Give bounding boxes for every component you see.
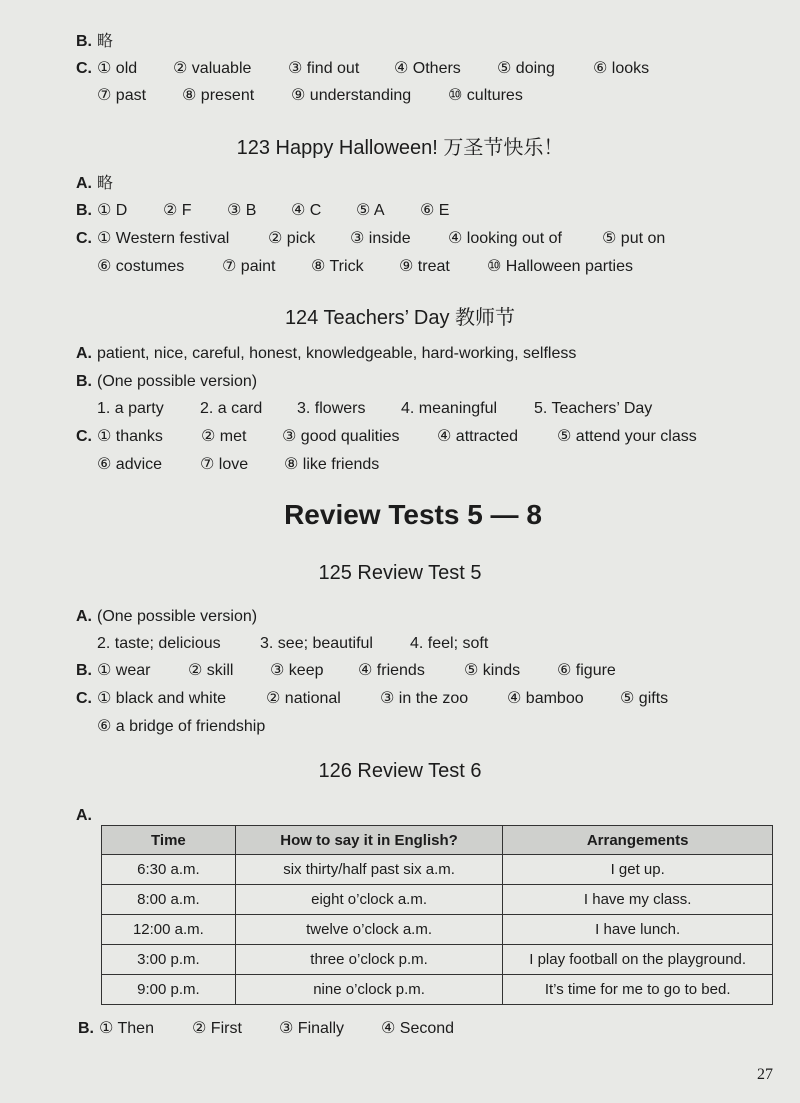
table-row — [102, 945, 773, 975]
answer-item: ④ bamboo — [507, 690, 584, 707]
table-row — [102, 915, 773, 945]
answer-item: 2. taste; delicious — [97, 635, 221, 652]
s126-b-label: B. — [78, 1020, 94, 1037]
answer-item: 2. a card — [200, 400, 263, 417]
answer-item: ⑥ costumes — [97, 258, 185, 275]
table-cell: eight o’clock a.m. — [235, 885, 503, 915]
section-123-title: 123 Happy Halloween! 万圣节快乐！ — [236, 137, 564, 159]
answer-item: ⑧ like friends — [284, 456, 380, 473]
answer-item: ⑥ E — [420, 202, 450, 219]
s124-a-text: patient, nice, careful, honest, knowledgeable, hard-working, selfless — [97, 345, 577, 362]
answer-item: ③ keep — [270, 662, 324, 679]
table-cell: It’s time for me to go to bed. — [503, 975, 773, 1005]
answer-item: ② skill — [188, 662, 234, 679]
table-cell: 8:00 a.m. — [102, 885, 236, 915]
answer-item: ⑧ present — [182, 87, 255, 104]
table-cell: nine o’clock p.m. — [235, 975, 503, 1005]
s123-b-label: B. — [76, 202, 92, 219]
answer-item: ② valuable — [173, 60, 252, 77]
answer-item: ⑥ a bridge of friendship — [97, 718, 266, 735]
answer-item: ⑨ treat — [399, 258, 450, 275]
s125-a-label: A. — [76, 608, 92, 625]
prev-c-label: C. — [76, 60, 92, 77]
section-125-title: 125 Review Test 5 — [318, 562, 482, 584]
answer-item: ⑩ Halloween parties — [487, 258, 633, 275]
answer-item: ③ in the zoo — [380, 690, 469, 707]
answer-item: ⑨ understanding — [291, 87, 412, 104]
answer-item: ② pick — [268, 230, 316, 247]
prev-b-label: B. — [76, 33, 92, 50]
s124-b-label: B. — [76, 373, 92, 390]
table-cell: I play football on the playground. — [503, 945, 773, 975]
s123-c-label: C. — [76, 230, 92, 247]
answer-item: ④ C — [291, 202, 322, 219]
answer-item: ⑥ figure — [557, 662, 616, 679]
s123-a-label: A. — [76, 175, 92, 192]
answer-item: 4. meaningful — [401, 400, 498, 417]
answer-item: ③ B — [227, 202, 257, 219]
answer-item: ① D — [97, 202, 128, 219]
s124-c-label: C. — [76, 428, 92, 445]
answer-item: ② F — [163, 202, 192, 219]
answer-item: ④ friends — [358, 662, 425, 679]
answer-item: ⑥ looks — [593, 60, 650, 77]
answer-item: ⑧ Trick — [311, 258, 364, 275]
table-cell: twelve o’clock a.m. — [235, 915, 503, 945]
answer-item: ⑤ attend your class — [557, 428, 697, 445]
table-row — [102, 975, 773, 1005]
table-cell: 6:30 a.m. — [102, 855, 236, 885]
table-cell: three o’clock p.m. — [235, 945, 503, 975]
answer-item: ① black and white — [97, 690, 227, 707]
answer-item: ④ Others — [394, 60, 461, 77]
table-cell: I get up. — [503, 855, 773, 885]
answer-item: ⑦ paint — [222, 258, 276, 275]
page-number: 27 — [757, 1066, 773, 1083]
answer-item: ① Then — [99, 1020, 154, 1037]
s123-a-text: 略 — [97, 175, 114, 192]
answer-item: ⑥ advice — [97, 456, 163, 473]
answer-item: ③ inside — [350, 230, 411, 247]
answer-item: ② met — [201, 428, 247, 445]
s125-a-text: (One possible version) — [97, 608, 258, 625]
answer-item: ⑤ doing — [497, 60, 555, 77]
answer-item: ③ Finally — [279, 1020, 345, 1037]
answer-item: 5. Teachers’ Day — [534, 400, 653, 417]
answer-item: 4. feel; soft — [410, 635, 489, 652]
column-header: Arrangements — [503, 826, 773, 855]
table-cell: six thirty/half past six a.m. — [235, 855, 503, 885]
answer-item: ⑤ put on — [602, 230, 666, 247]
answer-item: ⑤ kinds — [464, 662, 521, 679]
answer-item: ① Western festival — [97, 230, 230, 247]
section-124-title: 124 Teachers’ Day 教师节 — [284, 307, 516, 329]
answer-item: ⑩ cultures — [448, 87, 523, 104]
column-header: Time — [102, 826, 236, 855]
prev-b-text: 略 — [97, 33, 114, 50]
s125-b-label: B. — [76, 662, 92, 679]
table-row — [102, 855, 773, 885]
table-row — [102, 885, 773, 915]
answer-item: 3. see; beautiful — [260, 635, 373, 652]
answer-item: ② national — [266, 690, 341, 707]
column-header: How to say it in English? — [235, 826, 503, 855]
answer-item: 1. a party — [97, 400, 164, 417]
answer-item: ③ find out — [288, 60, 360, 77]
answer-item: 3. flowers — [297, 400, 366, 417]
answer-item: ⑦ past — [97, 87, 147, 104]
section-126-title: 126 Review Test 6 — [318, 760, 482, 782]
s125-c-label: C. — [76, 690, 92, 707]
answer-item: ② First — [192, 1020, 242, 1037]
answer-item: ① old — [97, 60, 138, 77]
answer-item: ⑦ love — [200, 456, 249, 473]
table-cell: 9:00 p.m. — [102, 975, 236, 1005]
time-arrangements-table — [101, 825, 773, 1005]
s124-a-label: A. — [76, 345, 92, 362]
answer-item: ⑤ gifts — [620, 690, 669, 707]
table-cell: I have my class. — [503, 885, 773, 915]
answer-item: ④ Second — [381, 1020, 455, 1037]
s124-b-text: (One possible version) — [97, 373, 258, 390]
table-cell: 12:00 a.m. — [102, 915, 236, 945]
answer-item: ① wear — [97, 662, 151, 679]
s126-a-label: A. — [76, 807, 92, 824]
review-tests-heading: Review Tests 5 — 8 — [284, 499, 542, 530]
table-cell: I have lunch. — [503, 915, 773, 945]
answer-item: ④ attracted — [437, 428, 519, 445]
answer-item: ⑤ A — [356, 202, 385, 219]
answer-item: ④ looking out of — [448, 230, 562, 247]
answer-item: ③ good qualities — [282, 428, 400, 445]
table-cell: 3:00 p.m. — [102, 945, 236, 975]
table-header-row — [102, 826, 773, 855]
answer-item: ① thanks — [97, 428, 163, 445]
